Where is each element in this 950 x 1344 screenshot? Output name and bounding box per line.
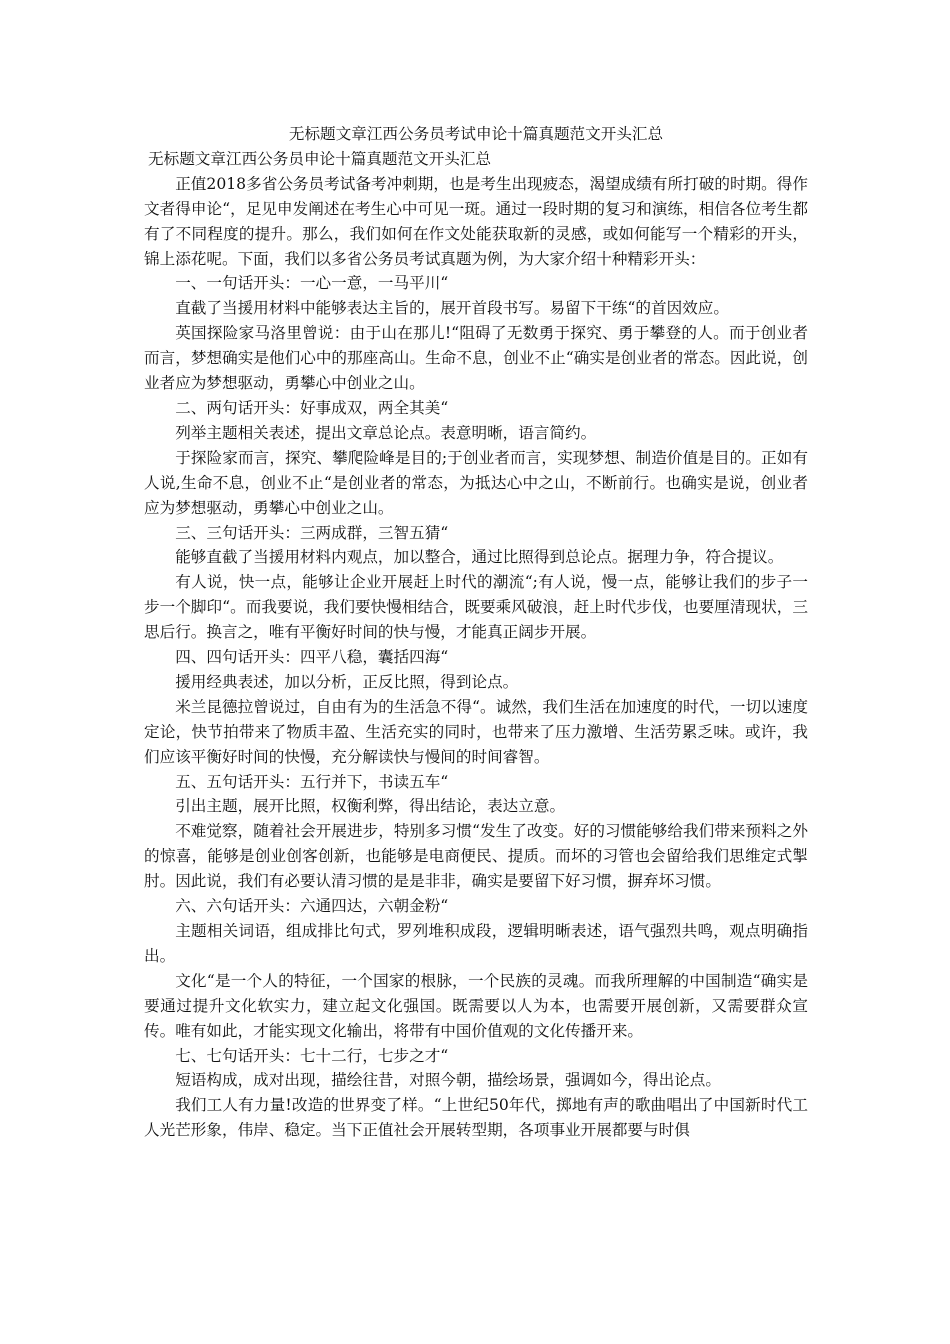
example-paragraph: 文化“是一个人的特征，一个国家的根脉，一个民族的灵魂。而我所理解的中国制造“确实是要通过提升文化软实力，建立起文化强国。既需要以人为本，也需要开展创新，又需要群众宣传。唯有如此，才能实现文化输出，将带有中国价值观的文化传播开来。: [144, 971, 808, 1040]
example-paragraph: 有人说，快一点，能够让企业开展赶上时代的潮流“;有人说，慢一点，能够让我们的步子一步一个脚印“。而我要说，我们要快慢相结合，既要乘风破浪，赶上时代步伐，也要厘清现状，三思后行。换言之，唯有平衡好时间的快与慢，才能真正阔步开展。: [144, 573, 808, 642]
section-heading-3: 三、三句话开头：三两成群，三智五猜“: [175, 523, 449, 542]
example-paragraph: 于探险家而言，探究、攀爬险峰是目的;于创业者而言，实现梦想、制造价值是目的。正如有人说,生命不息，创业不止“是创业者的常态，为抵达心中之山，不断前行。也确实是说，创业者应为梦想驱动，勇攀心中创业之山。: [144, 448, 808, 517]
section-heading-1: 一、一句话开头：一心一意，一马平川“: [175, 274, 449, 293]
section-heading-2: 二、两句话开头：好事成双，两全其美“: [175, 398, 449, 417]
method-paragraph: 主题相关词语，组成排比句式，罗列堆积成段，逻辑明晰表述，语气强烈共鸣，观点明确指出。: [144, 922, 808, 965]
example-paragraph: 英国探险家马洛里曾说：由于山在那儿!“阻碍了无数勇于探究、勇于攀登的人。而于创业者而言，梦想确实是他们心中的那座高山。生命不息，创业不止“确实是创业者的常态。因此说，创业者应为梦想驱动，勇攀心中创业之山。: [144, 324, 808, 393]
document-subtitle: 无标题文章江西公务员申论十篇真题范文开头汇总: [148, 149, 492, 168]
section-heading-5: 五、五句话开头：五行并下，书读五车“: [175, 772, 449, 791]
section-heading-4: 四、四句话开头：四平八稳，囊括四海“: [175, 648, 449, 667]
method-paragraph: 引出主题，展开比照，权衡利弊，得出结论，表达立意。: [175, 797, 566, 816]
intro-paragraph: 正值2018多省公务员考试备考冲刺期，也是考生出现疲态，渴望成绩有所打破的时期。得作文者得申论“，足见申发阐述在考生心中可见一斑。通过一段时期的复习和演练，相信各位考生都有了不同程度的提升。那么，我们如何在作文处能获取新的灵感，或如何能写一个精彩的开头，锦上添花呢。下面，我们以多省公务员考试真题为例，为大家介绍十种精彩开头：: [144, 174, 808, 268]
method-paragraph: 能够直截了当援用材料内观点，加以整合，通过比照得到总论点。据理力争，符合提议。: [175, 548, 784, 567]
example-paragraph: 米兰昆德拉曾说过，自由有为的生活急不得“。诚然，我们生活在加速度的时代，一切以速度定论，快节拍带来了物质丰盈、生活充实的同时，也带来了压力激增、生活劳累乏味。或许，我们应该平衡好时间的快慢，充分解读快与慢间的时间睿智。: [144, 697, 808, 766]
method-paragraph: 列举主题相关表述，提出文章总论点。表意明晰，语言简约。: [175, 423, 597, 442]
document-body: [144, 172, 808, 1143]
section-heading-7: 七、七句话开头：七十二行，七步之才“: [175, 1046, 449, 1065]
method-paragraph: 直截了当援用材料中能够表达主旨的，展开首段书写。易留下干练“的首因效应。: [175, 299, 729, 318]
example-paragraph: 不难觉察，随着社会开展进步，特别多习惯“发生了改变。好的习惯能够给我们带来预料之外的惊喜，能够是创业创客创新，也能够是电商便民、提质。而坏的习管也会留给我们思维定式掣肘。因此说，我们有必要认清习惯的是是非非，确实是要留下好习惯，摒弃坏习惯。: [144, 822, 808, 891]
method-paragraph: 短语构成，成对出现，描绘往昔，对照今朝，描绘场景，强调如今，得出论点。: [175, 1071, 721, 1090]
section-heading-6: 六、六句话开头：六通四达，六朝金粉“: [175, 897, 449, 916]
example-paragraph: 我们工人有力量!改造的世界变了样。“上世纪50年代，掷地有声的歌曲唱出了中国新时代工人光芒形象，伟岸、稳定。当下正值社会开展转型期，各项事业开展都要与时俱: [144, 1096, 808, 1140]
document-title: 无标题文章江西公务员考试申论十篇真题范文开头汇总: [288, 125, 664, 143]
document-page: [144, 122, 808, 1143]
method-paragraph: 援用经典表述，加以分析，正反比照，得到论点。: [175, 672, 519, 691]
